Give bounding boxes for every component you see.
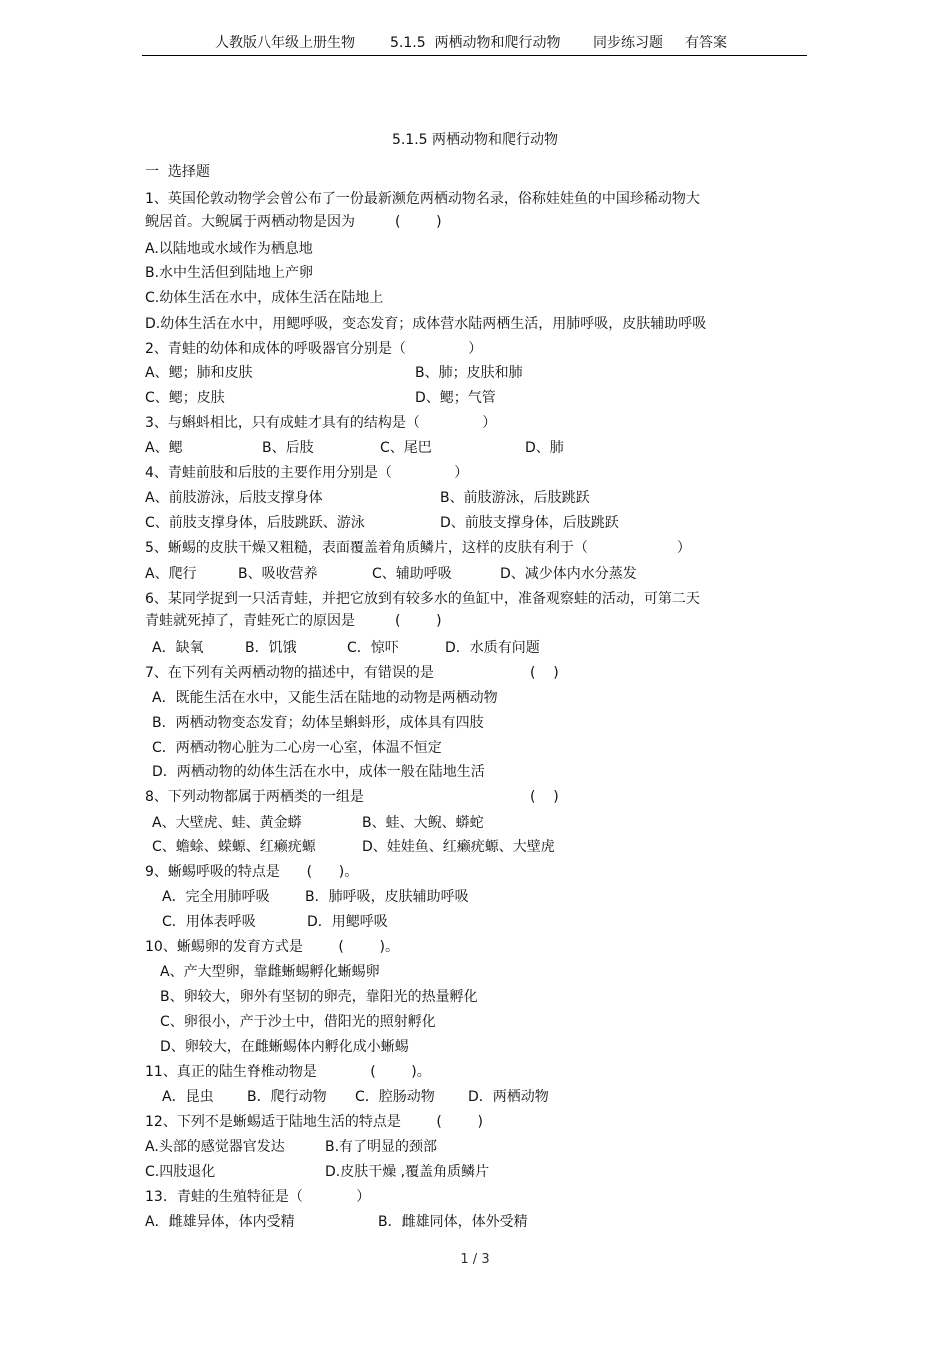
option-d: D、卵较大，在雌蜥蜴体内孵化成小蜥蜴: [160, 1039, 409, 1055]
option-a: A．既能生活在水中，又能生活在陆地的动物是两栖动物: [152, 690, 498, 706]
option-a: A．缺氧: [152, 640, 204, 656]
header-right: 同步练习题: [593, 35, 663, 51]
answer-blank: ( ): [530, 789, 559, 805]
question-stem: 12、下列不是蜥蜴适于陆地生活的特点是 ( ): [145, 1114, 483, 1130]
option-b: B、后肢: [262, 440, 314, 456]
option-c: C、卵很小，产于沙土中，借阳光的照射孵化: [160, 1014, 436, 1030]
option-b: B．肺呼吸，皮肤辅助呼吸: [305, 889, 469, 905]
question-stem: 7、在下列有关两栖动物的描述中，有错误的是: [145, 665, 434, 681]
option-d: D、鳃；气管: [415, 390, 496, 406]
question-stem: 8、下列动物都属于两栖类的一组是: [145, 789, 364, 805]
option-d: D．水质有问题: [445, 640, 540, 656]
option-c: C、鳃；皮肤: [145, 390, 225, 406]
option-c: C、前肢支撑身体，后肢跳跃、游泳: [145, 515, 365, 531]
option-c: C．腔肠动物: [355, 1089, 435, 1105]
option-b: B.有了明显的颈部: [325, 1139, 438, 1155]
option-a: A、鳃: [145, 440, 183, 456]
option-d: D.幼体生活在水中，用鳃呼吸，变态发育；成体营水陆两栖生活，用肺呼吸，皮肤辅助呼吸: [145, 316, 707, 332]
option-b: B、蛙、大鲵、蟒蛇: [362, 815, 484, 831]
option-c: C.幼体生活在水中，成体生活在陆地上: [145, 290, 384, 306]
option-b: B．两栖动物变态发育；幼体呈蝌蚪形，成体具有四肢: [152, 715, 484, 731]
option-c: C.四肢退化: [145, 1164, 216, 1180]
option-c: C、尾巴: [380, 440, 432, 456]
option-b: B、卵较大，卵外有坚韧的卵壳，靠阳光的热量孵化: [160, 989, 478, 1005]
answer-blank: ( ): [395, 214, 442, 230]
option-c: C．惊吓: [347, 640, 399, 656]
document-title: 5.1.5 两栖动物和爬行动物: [391, 132, 559, 148]
question-stem: 11、真正的陆生脊椎动物是 ( )。: [145, 1064, 431, 1080]
question-stem: 13．青蛙的生殖特征是（ ）: [145, 1189, 371, 1205]
question-stem: 6、某同学捉到一只活青蛙，并把它放到有较多水的鱼缸中，准备观察蛙的活动，可第二天: [145, 591, 700, 607]
option-a: A．完全用肺呼吸: [162, 889, 270, 905]
option-d: D.皮肤干燥 ,覆盖角质鳞片: [325, 1164, 490, 1180]
option-c: C、蟾蜍、蝾螈、红癞疣螈: [152, 839, 316, 855]
header-tag: 有答案: [685, 35, 727, 51]
question-stem: 10、蜥蜴卵的发育方式是 ( )。: [145, 939, 399, 955]
option-b: B．爬行动物: [247, 1089, 327, 1105]
question-stem: 青蛙就死掉了，青蛙死亡的原因是: [145, 613, 355, 629]
option-d: D．用鳃呼吸: [307, 914, 388, 930]
question-stem: 1、英国伦敦动物学会曾公布了一份最新濒危两栖动物名录，俗称娃娃鱼的中国珍稀动物大: [145, 191, 700, 207]
option-c: C、辅助呼吸: [372, 566, 452, 582]
option-b: B、肺；皮肤和肺: [415, 365, 523, 381]
option-a: A、爬行: [145, 566, 197, 582]
question-stem: 9、蜥蜴呼吸的特点是 ( )。: [145, 864, 359, 880]
option-b: B、前肢游泳，后肢跳跃: [440, 490, 590, 506]
section-heading: 一 选择题: [145, 164, 210, 180]
option-a: A．昆虫: [162, 1089, 214, 1105]
option-d: D、娃娃鱼、红癞疣螈、大壁虎: [362, 839, 555, 855]
page-number: 1 / 3: [460, 1252, 490, 1267]
header-middle: 5.1.5 两栖动物和爬行动物: [390, 35, 561, 51]
option-a: A．雌雄异体，体内受精: [145, 1214, 295, 1230]
question-stem: 4、青蛙前肢和后肢的主要作用分别是（ ）: [145, 465, 469, 481]
option-c: C．两栖动物心脏为二心房一心室，体温不恒定: [152, 740, 442, 756]
option-d: D、前肢支撑身体，后肢跳跃: [440, 515, 619, 531]
option-c: C．用体表呼吸: [162, 914, 256, 930]
option-d: D．两栖动物: [468, 1089, 549, 1105]
option-d: D、减少体内水分蒸发: [500, 566, 637, 582]
option-a: A.头部的感觉器官发达: [145, 1139, 285, 1155]
question-stem: 鲵居首。大鲵属于两栖动物是因为: [145, 214, 355, 230]
option-a: A.以陆地或水域作为栖息地: [145, 241, 313, 257]
header-left: 人教版八年级上册生物: [215, 35, 355, 51]
option-d: D、肺: [525, 440, 564, 456]
option-a: A、大壁虎、蛙、黄金蟒: [152, 815, 302, 831]
option-a: A、鳃；肺和皮肤: [145, 365, 253, 381]
option-a: A、前肢游泳，后肢支撑身体: [145, 490, 323, 506]
option-b: B．饥饿: [245, 640, 297, 656]
option-b: B．雌雄同体，体外受精: [378, 1214, 528, 1230]
answer-blank: ( ): [395, 613, 442, 629]
header-rule: [142, 55, 807, 56]
option-b: B、吸收营养: [238, 566, 318, 582]
option-b: B.水中生活但到陆地上产卵: [145, 265, 314, 281]
option-a: A、产大型卵，靠雌蜥蜴孵化蜥蜴卵: [160, 964, 380, 980]
option-d: D．两栖动物的幼体生活在水中，成体一般在陆地生活: [152, 764, 485, 780]
question-stem: 2、青蛙的幼体和成体的呼吸器官分别是（ ）: [145, 341, 483, 357]
answer-blank: ( ): [530, 665, 559, 681]
question-stem: 3、与蝌蚪相比，只有成蛙才具有的结构是（ ）: [145, 415, 497, 431]
question-stem: 5、蜥蜴的皮肤干燥又粗糙，表面覆盖着角质鳞片，这样的皮肤有利于（ ）: [145, 540, 691, 556]
